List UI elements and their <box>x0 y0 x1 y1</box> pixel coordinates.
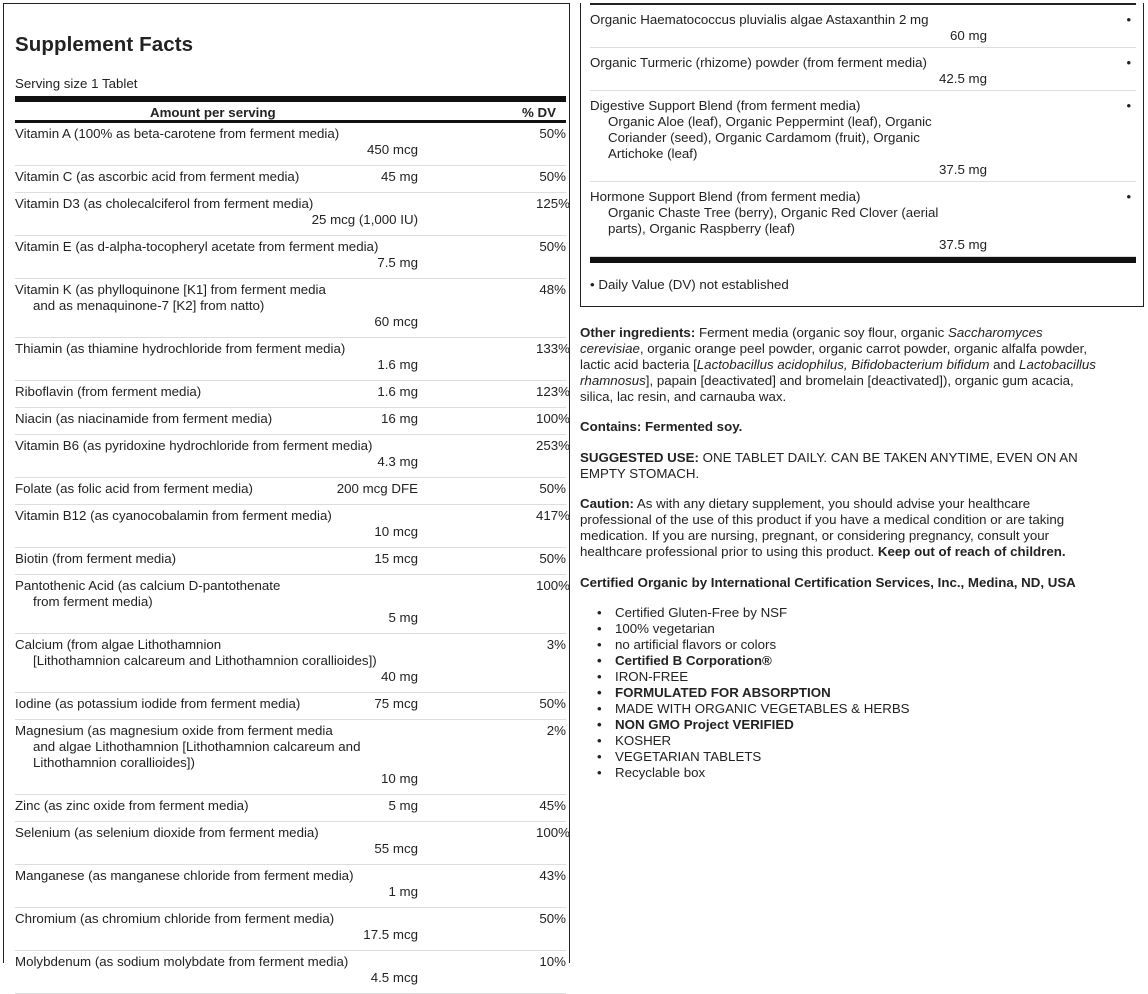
oi-text-2: , organic orange peel powder, organic carrot powder, organic alfalfa powder, <box>639 341 1088 356</box>
nutrient-row <box>15 193 571 236</box>
nutrient-amount: 450 mcg <box>367 142 418 157</box>
nutrient-name-line: Vitamin C (as ascorbic acid from ferment media) <box>15 169 300 184</box>
nutrient-name-line: and as menaquinone-7 [K2] from natto) <box>33 298 265 313</box>
suggested-use <box>580 450 1140 482</box>
blend-name-line: Organic Haematococcus pluvialis algae Astaxanthin 2 mg <box>590 12 929 27</box>
nutrient-amount: 5 mg <box>388 798 418 813</box>
blend-name <box>590 12 990 28</box>
nutrient-name-line: Folate (as folic acid from ferment media) <box>15 481 253 496</box>
nutrient-name <box>15 868 415 884</box>
nutrient-dv: 100% <box>536 411 571 426</box>
feature-item: • Certified Gluten-Free by NSF <box>615 605 910 621</box>
nutrient-name <box>15 438 415 454</box>
nutrient-dv: 417% <box>536 508 571 523</box>
feature-item: • Certified B Corporation® <box>615 653 910 669</box>
nutrient-name-line: Pantothenic Acid (as calcium D-pantothenate <box>15 578 281 593</box>
blend-row <box>590 182 1136 257</box>
nutrient-row <box>15 338 571 381</box>
blend-name <box>590 189 990 237</box>
oi-text-3: lactic acid bacteria [ <box>580 357 697 372</box>
nutrient-row <box>15 381 571 408</box>
nutrient-amount: 1.6 mg <box>377 384 418 399</box>
nutrient-row <box>15 951 566 994</box>
column-header <box>15 105 566 121</box>
nutrient-name-line: Selenium (as selenium dioxide from ferment media) <box>15 825 319 840</box>
blend-row <box>590 48 1136 91</box>
feature-item: • IRON-FREE <box>615 669 910 685</box>
nutrient-dv: 133% <box>536 341 571 356</box>
nutrient-name <box>15 954 415 970</box>
certified-organic-statement: Certified Organic by International Certification Services, Inc., Medina, ND, USA <box>580 575 1076 590</box>
contains-statement: Contains: Fermented soy. <box>580 419 743 434</box>
bottom-thick-divider <box>590 257 1136 263</box>
nutrient-name <box>15 508 415 524</box>
nutrient-amount: 17.5 mcg <box>363 927 418 942</box>
nutrient-dv: 3% <box>546 637 566 652</box>
oi-italic-5: rhamnosus <box>580 373 646 388</box>
suggested-use-text-2: EMPTY STOMACH. <box>580 466 700 481</box>
amount-per-serving-header: Amount per serving <box>150 105 276 120</box>
dv-not-established-marker: • <box>1126 189 1131 204</box>
blend-name <box>590 98 990 162</box>
nutrient-row <box>15 478 566 505</box>
dv-not-established-marker: • <box>1126 98 1131 113</box>
nutrient-row <box>15 123 566 166</box>
blend-name <box>590 55 990 71</box>
nutrient-dv: 50% <box>539 911 566 926</box>
nutrient-row <box>15 505 571 548</box>
nutrient-amount: 75 mcg <box>374 696 418 711</box>
oi-italic-4: Lactobacillus <box>1019 357 1096 372</box>
other-ingredients <box>580 325 1140 405</box>
supplement-facts-title: Supplement Facts <box>15 33 194 56</box>
nutrient-name <box>15 384 415 400</box>
dv-header: % DV <box>522 105 556 120</box>
nutrient-name <box>15 911 415 927</box>
nutrient-name-line: Calcium (from algae Lithothamnion <box>15 637 222 652</box>
nutrient-row <box>15 408 571 435</box>
nutrient-name <box>15 196 415 212</box>
nutrient-name <box>15 126 415 142</box>
nutrient-dv: 10% <box>539 954 566 969</box>
nutrient-name <box>15 723 415 771</box>
nutrient-dv: 100% <box>536 825 571 840</box>
blend-amount: 42.5 mg <box>938 71 987 86</box>
nutrient-dv: 50% <box>539 481 566 496</box>
blend-name-line: Organic Aloe (leaf), Organic Peppermint (leaf), Organic <box>608 114 932 129</box>
dv-not-established-marker: • <box>1126 55 1131 70</box>
nutrient-row <box>15 435 571 478</box>
nutrient-amount: 40 mg <box>381 669 418 684</box>
nutrient-dv: 123% <box>536 384 571 399</box>
nutrient-amount: 4.5 mcg <box>370 970 418 985</box>
nutrient-name <box>15 696 415 712</box>
nutrient-name-line: Chromium (as chromium chloride from ferment media) <box>15 911 335 926</box>
nutrient-name <box>15 341 415 357</box>
nutrient-name-line: Iodine (as potassium iodide from ferment media) <box>15 696 301 711</box>
oi-text-5: ], papain [deactivated] and bromelain [deactivated]), organic gum acacia, <box>645 373 1074 388</box>
nutrient-dv: 50% <box>539 126 566 141</box>
nutrient-row <box>15 720 566 795</box>
nutrient-amount: 10 mcg <box>374 524 418 539</box>
caution-label: Caution: <box>580 496 634 511</box>
blend-name-line: Hormone Support Blend (from ferment media) <box>590 189 861 204</box>
nutrient-row <box>15 236 566 279</box>
caution-text-2: professional of the use of this product if you have a medical condition or are taking <box>580 512 1065 527</box>
blend-name-line: parts), Organic Raspberry (leaf) <box>608 221 795 236</box>
feature-item: • 100% vegetarian <box>615 621 910 637</box>
nutrient-name-line: Vitamin B6 (as pyridoxine hydrochloride from ferment media) <box>15 438 373 453</box>
oi-text-6: silica, lac resin, and carnauba wax. <box>580 389 787 404</box>
keep-out-of-reach: Keep out of reach of children. <box>877 544 1066 559</box>
nutrient-amount: 15 mcg <box>374 551 418 566</box>
caution-text-1: As with any dietary supplement, you should advise your healthcare <box>633 496 1031 511</box>
nutrient-row <box>15 822 571 865</box>
nutrient-amount: 200 mcg DFE <box>336 481 418 496</box>
suggested-use-label: SUGGESTED USE: <box>580 450 699 465</box>
nutrient-row <box>15 795 566 822</box>
caution-text-3: medication. If you are nursing, pregnant, or considering pregnancy, consult your <box>580 528 1050 543</box>
nutrient-name-line: and algae Lithothamnion [Lithothamnion calcareum and <box>33 739 361 754</box>
oi-italic-2: cerevisiae <box>580 341 640 356</box>
nutrient-row <box>15 575 571 634</box>
blend-amount: 37.5 mg <box>938 162 987 177</box>
nutrient-amount: 1 mg <box>388 884 418 899</box>
caution-text-4: healthcare professional prior to using this product. <box>580 544 878 559</box>
nutrient-row <box>15 634 566 693</box>
nutrient-dv: 50% <box>539 239 566 254</box>
nutrient-dv: 50% <box>539 696 566 711</box>
nutrient-amount: 10 mg <box>381 771 418 786</box>
nutrient-row <box>15 166 566 193</box>
blend-amount: 37.5 mg <box>938 237 987 252</box>
serving-size: Serving size 1 Tablet <box>15 76 138 91</box>
nutrient-dv: 50% <box>539 169 566 184</box>
blend-row <box>590 91 1136 182</box>
nutrient-dv: 2% <box>546 723 566 738</box>
nutrient-name-line: Niacin (as niacinamide from ferment media) <box>15 411 273 426</box>
nutrient-name <box>15 551 415 567</box>
nutrient-dv: 45% <box>539 798 566 813</box>
blend-name-line: Organic Chaste Tree (berry), Organic Red Clover (aerial <box>608 205 939 220</box>
nutrient-row <box>15 908 566 951</box>
feature-item: • VEGETARIAN TABLETS <box>615 749 910 765</box>
nutrient-amount: 4.3 mg <box>377 454 418 469</box>
nutrient-name-line: Manganese (as manganese chloride from ferment media) <box>15 868 354 883</box>
blend-name-line: Digestive Support Blend (from ferment media) <box>590 98 861 113</box>
nutrient-row <box>15 865 566 908</box>
dv-footnote: • Daily Value (DV) not established <box>590 277 789 292</box>
blend-name-line: Organic Turmeric (rhizome) powder (from ferment media) <box>590 55 927 70</box>
nutrient-name <box>15 798 415 814</box>
oi-text-1: Ferment media (organic soy flour, organic <box>695 325 949 340</box>
nutrient-name-line: Vitamin B12 (as cyanocobalamin from ferment media) <box>15 508 332 523</box>
nutrient-amount: 60 mcg <box>374 314 418 329</box>
nutrient-amount: 45 mg <box>381 169 418 184</box>
nutrient-dv: 50% <box>539 551 566 566</box>
caution-statement <box>580 496 1140 560</box>
nutrient-dv: 253% <box>536 438 571 453</box>
nutrient-dv: 100% <box>536 578 571 593</box>
nutrient-name-line: Vitamin E (as d-alpha-tocopheryl acetate from ferment media) <box>15 239 379 254</box>
blend-row <box>590 5 1136 48</box>
nutrient-dv: 48% <box>539 282 566 297</box>
nutrient-name <box>15 239 415 255</box>
nutrient-row <box>15 548 566 575</box>
nutrient-row <box>15 693 566 720</box>
supplement-facts-continued-panel <box>580 3 1144 307</box>
oi-italic-3: Lactobacillus acidophilus, Bifidobacterium bifidum <box>696 357 990 372</box>
nutrient-amount: 25 mcg (1,000 IU) <box>311 212 418 227</box>
nutrient-name-line: [Lithothamnion calcareum and Lithothamnion corallioides]) <box>33 653 377 668</box>
nutrient-amount: 7.5 mg <box>377 255 418 270</box>
dv-not-established-marker: • <box>1126 12 1131 27</box>
feature-list <box>580 605 910 781</box>
oi-italic-1: Saccharomyces <box>948 325 1043 340</box>
nutrient-name-line: Vitamin A (100% as beta-carotene from ferment media) <box>15 126 340 141</box>
nutrient-name-line: Zinc (as zinc oxide from ferment media) <box>15 798 249 813</box>
suggested-use-text-1: ONE TABLET DAILY. CAN BE TAKEN ANYTIME, EVEN ON AN <box>698 450 1078 465</box>
nutrient-amount: 1.6 mg <box>377 357 418 372</box>
nutrient-name-line: Thiamin (as thiamine hydrochloride from ferment media) <box>15 341 346 356</box>
feature-item: • KOSHER <box>615 733 910 749</box>
nutrient-name-line: Riboflavin (from ferment media) <box>15 384 202 399</box>
thick-divider <box>15 96 566 102</box>
nutrient-name-line: Lithothamnion corallioides]) <box>33 755 195 770</box>
nutrient-amount: 16 mg <box>381 411 418 426</box>
blend-name-line: Artichoke (leaf) <box>608 146 698 161</box>
nutrient-name-line: Molybdenum (as sodium molybdate from ferment media) <box>15 954 349 969</box>
feature-item: • MADE WITH ORGANIC VEGETABLES & HERBS <box>615 701 910 717</box>
nutrient-name-line: Vitamin D3 (as cholecalciferol from ferment media) <box>15 196 314 211</box>
nutrient-row <box>15 279 566 338</box>
nutrient-name-line: Vitamin K (as phylloquinone [K1] from ferment media <box>15 282 326 297</box>
feature-item: • NON GMO Project VERIFIED <box>615 717 910 733</box>
nutrient-name-line: from ferment media) <box>33 594 153 609</box>
nutrient-name-line: Biotin (from ferment media) <box>15 551 177 566</box>
nutrient-name-line: Magnesium (as magnesium oxide from ferment media <box>15 723 333 738</box>
nutrient-amount: 5 mg <box>388 610 418 625</box>
oi-text-4: and <box>989 357 1020 372</box>
nutrient-name <box>15 637 415 669</box>
nutrient-name <box>15 411 415 427</box>
blend-name-line: Coriander (seed), Organic Cardamom (fruit), Organic <box>608 130 920 145</box>
nutrient-name <box>15 282 415 314</box>
feature-item: • Recyclable box <box>615 765 910 781</box>
nutrient-dv: 43% <box>539 868 566 883</box>
nutrient-name <box>15 578 415 610</box>
supplement-facts-panel <box>3 3 571 985</box>
blend-amount: 60 mg <box>950 28 987 43</box>
other-ingredients-label: Other ingredients: <box>580 325 696 340</box>
nutrient-amount: 55 mcg <box>374 841 418 856</box>
feature-item: • no artificial flavors or colors <box>615 637 910 653</box>
nutrient-name <box>15 825 415 841</box>
feature-item: • FORMULATED FOR ABSORPTION <box>615 685 910 701</box>
nutrient-name <box>15 169 415 185</box>
nutrient-dv: 125% <box>536 196 571 211</box>
